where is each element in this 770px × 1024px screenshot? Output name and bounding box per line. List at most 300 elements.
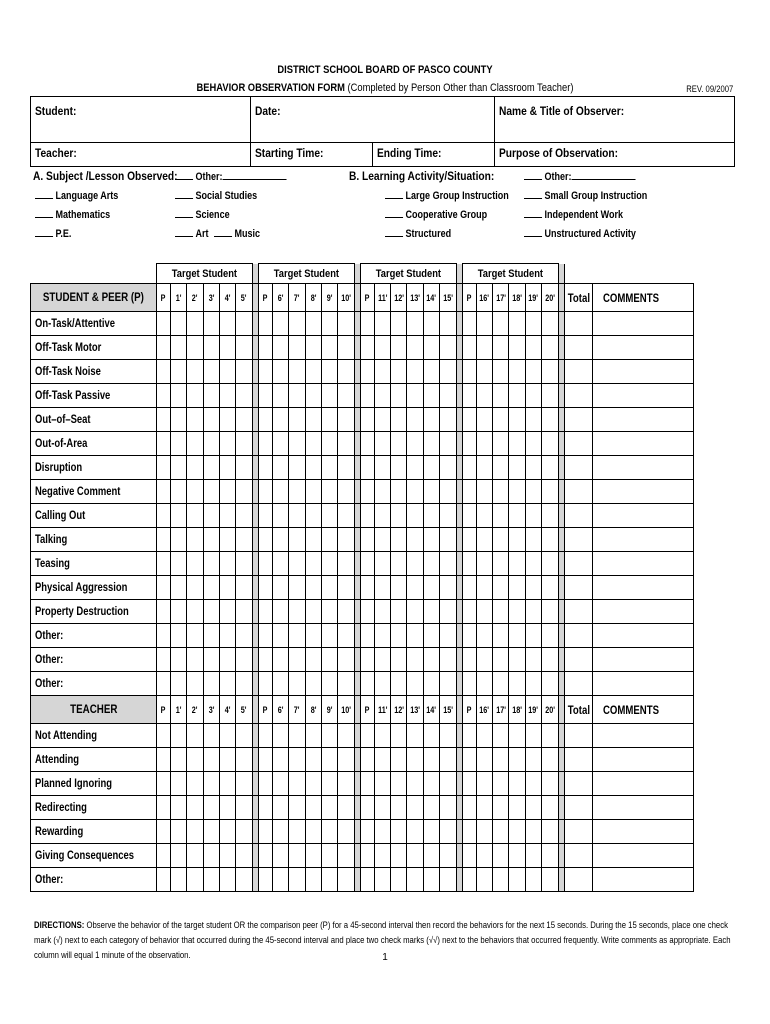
tally-cell[interactable]	[203, 504, 219, 528]
tally-cell[interactable]	[440, 820, 456, 844]
tally-cell[interactable]	[187, 748, 203, 772]
tally-cell[interactable]	[272, 576, 288, 600]
tally-cell[interactable]	[493, 384, 509, 408]
tally-cell[interactable]	[493, 576, 509, 600]
tally-cell[interactable]	[509, 360, 525, 384]
total-cell[interactable]	[564, 552, 593, 576]
tally-cell[interactable]	[289, 772, 305, 796]
tally-cell[interactable]	[219, 868, 235, 892]
tally-cell[interactable]	[305, 576, 321, 600]
tally-cell[interactable]	[525, 772, 541, 796]
tally-cell[interactable]	[156, 624, 170, 648]
tally-cell[interactable]	[360, 360, 374, 384]
tally-cell[interactable]	[187, 384, 203, 408]
tally-cell[interactable]	[289, 844, 305, 868]
tally-cell[interactable]	[493, 360, 509, 384]
tally-cell[interactable]	[407, 796, 423, 820]
tally-cell[interactable]	[423, 772, 439, 796]
tally-cell[interactable]	[156, 408, 170, 432]
tally-cell[interactable]	[493, 552, 509, 576]
tally-cell[interactable]	[236, 748, 252, 772]
tally-cell[interactable]	[272, 456, 288, 480]
tally-cell[interactable]	[423, 528, 439, 552]
tally-cell[interactable]	[525, 600, 541, 624]
option-mathematics[interactable]	[35, 208, 110, 221]
tally-cell[interactable]	[187, 624, 203, 648]
tally-cell[interactable]	[272, 528, 288, 552]
tally-cell[interactable]	[407, 504, 423, 528]
tally-cell[interactable]	[391, 772, 407, 796]
tally-cell[interactable]	[542, 480, 558, 504]
tally-cell[interactable]	[440, 552, 456, 576]
tally-cell[interactable]	[525, 576, 541, 600]
tally-cell[interactable]	[407, 624, 423, 648]
tally-cell[interactable]	[305, 408, 321, 432]
tally-cell[interactable]	[187, 796, 203, 820]
total-cell[interactable]	[564, 648, 593, 672]
tally-cell[interactable]	[156, 384, 170, 408]
tally-cell[interactable]	[374, 408, 390, 432]
tally-cell[interactable]	[187, 844, 203, 868]
tally-cell[interactable]	[407, 748, 423, 772]
tally-cell[interactable]	[289, 360, 305, 384]
tally-cell[interactable]	[476, 624, 492, 648]
tally-cell[interactable]	[156, 868, 170, 892]
tally-cell[interactable]	[321, 748, 337, 772]
tally-cell[interactable]	[338, 384, 354, 408]
tally-cell[interactable]	[258, 648, 272, 672]
tally-cell[interactable]	[187, 360, 203, 384]
option-other-activity[interactable]	[524, 170, 636, 183]
tally-cell[interactable]	[423, 480, 439, 504]
tally-cell[interactable]	[289, 672, 305, 696]
tally-cell[interactable]	[236, 480, 252, 504]
tally-cell[interactable]	[509, 384, 525, 408]
tally-cell[interactable]	[219, 748, 235, 772]
tally-cell[interactable]	[187, 408, 203, 432]
tally-cell[interactable]	[321, 772, 337, 796]
tally-cell[interactable]	[391, 528, 407, 552]
tally-cell[interactable]	[542, 384, 558, 408]
tally-cell[interactable]	[509, 432, 525, 456]
tally-cell[interactable]	[542, 748, 558, 772]
tally-cell[interactable]	[525, 724, 541, 748]
tally-cell[interactable]	[440, 844, 456, 868]
tally-cell[interactable]	[493, 820, 509, 844]
tally-cell[interactable]	[187, 504, 203, 528]
tally-cell[interactable]	[391, 384, 407, 408]
tally-cell[interactable]	[407, 432, 423, 456]
tally-cell[interactable]	[360, 600, 374, 624]
tally-cell[interactable]	[236, 312, 252, 336]
tally-cell[interactable]	[423, 724, 439, 748]
tally-cell[interactable]	[525, 408, 541, 432]
tally-cell[interactable]	[321, 336, 337, 360]
tally-cell[interactable]	[305, 844, 321, 868]
tally-cell[interactable]	[360, 772, 374, 796]
tally-cell[interactable]	[321, 408, 337, 432]
tally-cell[interactable]	[321, 820, 337, 844]
tally-cell[interactable]	[476, 672, 492, 696]
tally-cell[interactable]	[203, 528, 219, 552]
tally-cell[interactable]	[156, 456, 170, 480]
tally-cell[interactable]	[156, 504, 170, 528]
tally-cell[interactable]	[305, 796, 321, 820]
tally-cell[interactable]	[203, 724, 219, 748]
tally-cell[interactable]	[236, 724, 252, 748]
tally-cell[interactable]	[258, 796, 272, 820]
tally-cell[interactable]	[374, 432, 390, 456]
tally-cell[interactable]	[203, 820, 219, 844]
tally-cell[interactable]	[305, 724, 321, 748]
tally-cell[interactable]	[170, 384, 186, 408]
tally-cell[interactable]	[236, 432, 252, 456]
tally-cell[interactable]	[219, 336, 235, 360]
tally-cell[interactable]	[525, 504, 541, 528]
tally-cell[interactable]	[289, 724, 305, 748]
tally-cell[interactable]	[187, 576, 203, 600]
tally-cell[interactable]	[462, 432, 476, 456]
tally-cell[interactable]	[289, 480, 305, 504]
tally-cell[interactable]	[258, 480, 272, 504]
tally-cell[interactable]	[440, 384, 456, 408]
tally-cell[interactable]	[374, 456, 390, 480]
tally-cell[interactable]	[374, 748, 390, 772]
tally-cell[interactable]	[440, 360, 456, 384]
tally-cell[interactable]	[462, 600, 476, 624]
tally-cell[interactable]	[321, 456, 337, 480]
tally-cell[interactable]	[374, 336, 390, 360]
tally-cell[interactable]	[236, 360, 252, 384]
tally-cell[interactable]	[374, 820, 390, 844]
tally-cell[interactable]	[156, 432, 170, 456]
tally-cell[interactable]	[170, 672, 186, 696]
tally-cell[interactable]	[170, 432, 186, 456]
tally-cell[interactable]	[391, 820, 407, 844]
tally-cell[interactable]	[289, 336, 305, 360]
tally-cell[interactable]	[407, 336, 423, 360]
tally-cell[interactable]	[462, 672, 476, 696]
total-cell[interactable]	[564, 672, 593, 696]
tally-cell[interactable]	[321, 360, 337, 384]
tally-cell[interactable]	[338, 336, 354, 360]
tally-cell[interactable]	[476, 724, 492, 748]
tally-cell[interactable]	[374, 844, 390, 868]
tally-cell[interactable]	[360, 504, 374, 528]
tally-cell[interactable]	[476, 432, 492, 456]
tally-cell[interactable]	[374, 724, 390, 748]
tally-cell[interactable]	[338, 504, 354, 528]
tally-cell[interactable]	[219, 576, 235, 600]
tally-cell[interactable]	[203, 456, 219, 480]
tally-cell[interactable]	[462, 868, 476, 892]
tally-cell[interactable]	[236, 528, 252, 552]
tally-cell[interactable]	[493, 312, 509, 336]
tally-cell[interactable]	[407, 360, 423, 384]
tally-cell[interactable]	[525, 796, 541, 820]
tally-cell[interactable]	[305, 600, 321, 624]
tally-cell[interactable]	[305, 820, 321, 844]
tally-cell[interactable]	[374, 648, 390, 672]
tally-cell[interactable]	[476, 868, 492, 892]
tally-cell[interactable]	[407, 772, 423, 796]
tally-cell[interactable]	[321, 796, 337, 820]
tally-cell[interactable]	[187, 724, 203, 748]
tally-cell[interactable]	[493, 624, 509, 648]
tally-cell[interactable]	[360, 432, 374, 456]
tally-cell[interactable]	[360, 844, 374, 868]
tally-cell[interactable]	[170, 624, 186, 648]
tally-cell[interactable]	[493, 336, 509, 360]
tally-cell[interactable]	[338, 796, 354, 820]
tally-cell[interactable]	[219, 504, 235, 528]
tally-cell[interactable]	[476, 576, 492, 600]
tally-cell[interactable]	[423, 408, 439, 432]
tally-cell[interactable]	[272, 504, 288, 528]
tally-cell[interactable]	[305, 648, 321, 672]
comment-cell[interactable]	[593, 820, 694, 844]
tally-cell[interactable]	[407, 868, 423, 892]
total-cell[interactable]	[564, 724, 593, 748]
tally-cell[interactable]	[338, 844, 354, 868]
starting-time-field[interactable]: Starting Time:	[255, 146, 324, 160]
total-cell[interactable]	[564, 360, 593, 384]
tally-cell[interactable]	[272, 820, 288, 844]
tally-cell[interactable]	[423, 504, 439, 528]
tally-cell[interactable]	[476, 504, 492, 528]
tally-cell[interactable]	[170, 820, 186, 844]
tally-cell[interactable]	[440, 796, 456, 820]
tally-cell[interactable]	[236, 624, 252, 648]
total-cell[interactable]	[564, 384, 593, 408]
comment-cell[interactable]	[593, 552, 694, 576]
tally-cell[interactable]	[203, 672, 219, 696]
tally-cell[interactable]	[493, 748, 509, 772]
tally-cell[interactable]	[440, 456, 456, 480]
tally-cell[interactable]	[170, 504, 186, 528]
total-cell[interactable]	[564, 772, 593, 796]
tally-cell[interactable]	[187, 480, 203, 504]
total-cell[interactable]	[564, 480, 593, 504]
tally-cell[interactable]	[203, 772, 219, 796]
tally-cell[interactable]	[219, 480, 235, 504]
total-cell[interactable]	[564, 456, 593, 480]
tally-cell[interactable]	[203, 576, 219, 600]
tally-cell[interactable]	[219, 384, 235, 408]
tally-cell[interactable]	[156, 480, 170, 504]
tally-cell[interactable]	[156, 648, 170, 672]
tally-cell[interactable]	[476, 844, 492, 868]
tally-cell[interactable]	[542, 360, 558, 384]
tally-cell[interactable]	[391, 408, 407, 432]
teacher-field[interactable]: Teacher:	[35, 146, 77, 160]
tally-cell[interactable]	[542, 624, 558, 648]
tally-cell[interactable]	[156, 552, 170, 576]
tally-cell[interactable]	[525, 844, 541, 868]
tally-cell[interactable]	[509, 312, 525, 336]
tally-cell[interactable]	[391, 432, 407, 456]
tally-cell[interactable]	[374, 672, 390, 696]
tally-cell[interactable]	[407, 528, 423, 552]
tally-cell[interactable]	[360, 796, 374, 820]
tally-cell[interactable]	[542, 432, 558, 456]
tally-cell[interactable]	[203, 384, 219, 408]
tally-cell[interactable]	[374, 600, 390, 624]
tally-cell[interactable]	[360, 820, 374, 844]
tally-cell[interactable]	[187, 456, 203, 480]
tally-cell[interactable]	[423, 432, 439, 456]
tally-cell[interactable]	[374, 796, 390, 820]
tally-cell[interactable]	[219, 648, 235, 672]
tally-cell[interactable]	[321, 312, 337, 336]
tally-cell[interactable]	[476, 796, 492, 820]
tally-cell[interactable]	[525, 456, 541, 480]
tally-cell[interactable]	[407, 408, 423, 432]
tally-cell[interactable]	[509, 408, 525, 432]
tally-cell[interactable]	[391, 576, 407, 600]
tally-cell[interactable]	[289, 868, 305, 892]
tally-cell[interactable]	[321, 552, 337, 576]
option-art[interactable]	[175, 227, 209, 240]
tally-cell[interactable]	[476, 384, 492, 408]
tally-cell[interactable]	[236, 504, 252, 528]
tally-cell[interactable]	[272, 432, 288, 456]
tally-cell[interactable]	[391, 724, 407, 748]
tally-cell[interactable]	[462, 312, 476, 336]
tally-cell[interactable]	[476, 552, 492, 576]
tally-cell[interactable]	[476, 336, 492, 360]
tally-cell[interactable]	[360, 480, 374, 504]
total-cell[interactable]	[564, 600, 593, 624]
tally-cell[interactable]	[203, 480, 219, 504]
tally-cell[interactable]	[440, 868, 456, 892]
tally-cell[interactable]	[462, 552, 476, 576]
tally-cell[interactable]	[156, 312, 170, 336]
tally-cell[interactable]	[374, 384, 390, 408]
tally-cell[interactable]	[525, 384, 541, 408]
tally-cell[interactable]	[258, 360, 272, 384]
tally-cell[interactable]	[509, 552, 525, 576]
tally-cell[interactable]	[321, 504, 337, 528]
tally-cell[interactable]	[305, 360, 321, 384]
tally-cell[interactable]	[440, 648, 456, 672]
tally-cell[interactable]	[493, 672, 509, 696]
tally-cell[interactable]	[203, 336, 219, 360]
tally-cell[interactable]	[305, 672, 321, 696]
tally-cell[interactable]	[187, 552, 203, 576]
total-cell[interactable]	[564, 528, 593, 552]
tally-cell[interactable]	[493, 868, 509, 892]
tally-cell[interactable]	[289, 552, 305, 576]
tally-cell[interactable]	[236, 796, 252, 820]
tally-cell[interactable]	[156, 820, 170, 844]
tally-cell[interactable]	[170, 748, 186, 772]
tally-cell[interactable]	[258, 312, 272, 336]
tally-cell[interactable]	[258, 384, 272, 408]
tally-cell[interactable]	[407, 844, 423, 868]
tally-cell[interactable]	[440, 624, 456, 648]
tally-cell[interactable]	[156, 748, 170, 772]
tally-cell[interactable]	[187, 432, 203, 456]
tally-cell[interactable]	[321, 648, 337, 672]
tally-cell[interactable]	[338, 576, 354, 600]
tally-cell[interactable]	[360, 384, 374, 408]
option-other-subject[interactable]	[175, 170, 287, 183]
option-structured[interactable]	[385, 227, 451, 240]
comment-cell[interactable]	[593, 724, 694, 748]
tally-cell[interactable]	[374, 480, 390, 504]
tally-cell[interactable]	[236, 456, 252, 480]
tally-cell[interactable]	[258, 504, 272, 528]
total-cell[interactable]	[564, 748, 593, 772]
tally-cell[interactable]	[493, 600, 509, 624]
option-unstructured[interactable]	[524, 227, 636, 240]
comment-cell[interactable]	[593, 672, 694, 696]
tally-cell[interactable]	[391, 672, 407, 696]
tally-cell[interactable]	[509, 820, 525, 844]
tally-cell[interactable]	[272, 772, 288, 796]
tally-cell[interactable]	[476, 312, 492, 336]
tally-cell[interactable]	[391, 336, 407, 360]
tally-cell[interactable]	[476, 648, 492, 672]
tally-cell[interactable]	[321, 384, 337, 408]
tally-cell[interactable]	[440, 772, 456, 796]
tally-cell[interactable]	[476, 480, 492, 504]
total-cell[interactable]	[564, 312, 593, 336]
tally-cell[interactable]	[391, 456, 407, 480]
tally-cell[interactable]	[391, 504, 407, 528]
option-music[interactable]	[214, 227, 260, 240]
tally-cell[interactable]	[440, 724, 456, 748]
tally-cell[interactable]	[525, 432, 541, 456]
tally-cell[interactable]	[391, 600, 407, 624]
tally-cell[interactable]	[219, 432, 235, 456]
tally-cell[interactable]	[542, 456, 558, 480]
tally-cell[interactable]	[203, 796, 219, 820]
tally-cell[interactable]	[374, 576, 390, 600]
tally-cell[interactable]	[391, 360, 407, 384]
tally-cell[interactable]	[440, 408, 456, 432]
tally-cell[interactable]	[305, 504, 321, 528]
total-cell[interactable]	[564, 624, 593, 648]
tally-cell[interactable]	[338, 724, 354, 748]
tally-cell[interactable]	[338, 624, 354, 648]
total-cell[interactable]	[564, 868, 593, 892]
tally-cell[interactable]	[187, 868, 203, 892]
tally-cell[interactable]	[338, 868, 354, 892]
tally-cell[interactable]	[321, 576, 337, 600]
tally-cell[interactable]	[462, 504, 476, 528]
tally-cell[interactable]	[440, 600, 456, 624]
tally-cell[interactable]	[509, 576, 525, 600]
tally-cell[interactable]	[476, 408, 492, 432]
tally-cell[interactable]	[338, 772, 354, 796]
tally-cell[interactable]	[407, 552, 423, 576]
tally-cell[interactable]	[476, 820, 492, 844]
ending-time-field[interactable]: Ending Time:	[377, 146, 442, 160]
tally-cell[interactable]	[462, 648, 476, 672]
tally-cell[interactable]	[170, 552, 186, 576]
tally-cell[interactable]	[170, 480, 186, 504]
tally-cell[interactable]	[462, 624, 476, 648]
tally-cell[interactable]	[219, 844, 235, 868]
tally-cell[interactable]	[170, 724, 186, 748]
tally-cell[interactable]	[272, 312, 288, 336]
tally-cell[interactable]	[407, 672, 423, 696]
tally-cell[interactable]	[338, 480, 354, 504]
tally-cell[interactable]	[525, 336, 541, 360]
tally-cell[interactable]	[236, 772, 252, 796]
